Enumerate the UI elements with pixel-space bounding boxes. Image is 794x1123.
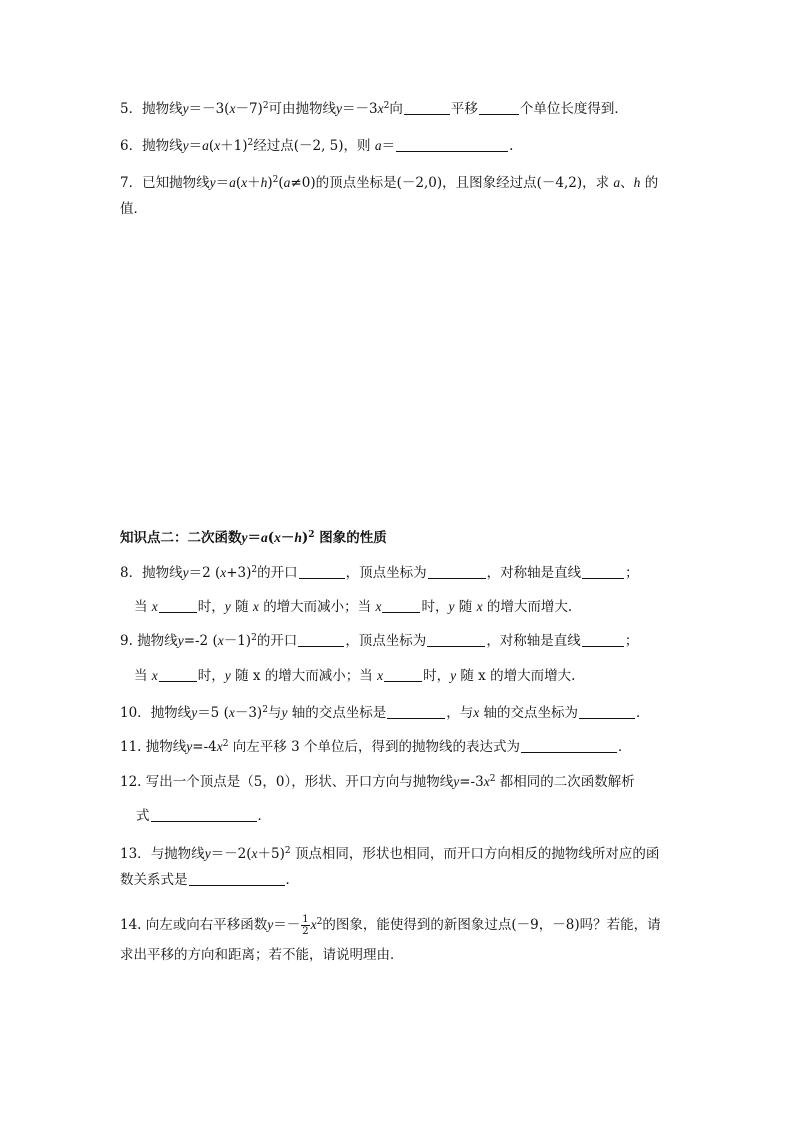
problem-number: 9. — [120, 633, 133, 649]
problem-7: 7．已知抛物线$y=a(x+h)^2(a\ne 0)$的顶点坐标是(－2,0)，且图象经过点(－4,2)，求 a、h 的 — [120, 175, 659, 191]
answer-blank[interactable] — [427, 634, 485, 647]
answer-blank[interactable] — [387, 706, 445, 719]
math-expression: $y=-3x^2$ — [453, 774, 496, 790]
problem-number: 10． — [120, 705, 151, 721]
answer-blank[interactable] — [159, 600, 197, 613]
problem-number: 14. — [120, 917, 142, 933]
problem-7-cont: 值． — [120, 201, 147, 217]
problem-9-cont: 当 x 时，y 随 x 的增大而减小；当 x 时，y 随 x 的增大而增大. — [134, 668, 576, 684]
problem-12: 12. 写出一个顶点是（5，0），形状、开口方向与抛物线$y=-3x^2$ 都相同的二次函数解析 — [120, 774, 635, 790]
problem-9: 9. 抛物线y=-2 $(x-1)^2$的开口 ，顶点坐标为 ，对称轴是直线 ； — [120, 633, 639, 649]
problem-11: 11. 抛物线$y=-4x^2$ 向左平移 3 个单位后，得到的抛物线的表达式为 ． — [120, 739, 632, 755]
problem-8: 8．抛物线y＝2 $(x+3)^2$的开口 ，顶点坐标为 ，对称轴是直线 ； — [120, 565, 639, 581]
math-expression: y＝2 $(x+3)^2$ — [182, 565, 258, 581]
math-expression: y＝－ $\frac{1}{2}$ $x^2$ — [267, 914, 323, 937]
answer-blank[interactable] — [404, 102, 450, 115]
problem-8-cont: 当 x 时，y 随 x 的增大而减小；当 x 时，y 随 x 的增大而增大. — [134, 599, 573, 615]
problem-10: 10．抛物线y＝5 $(x-3)^2$与y 轴的交点坐标是 ，与x 轴的交点坐标为 ． — [120, 705, 650, 721]
math-expression: $y=-4x^2$ — [186, 739, 229, 755]
answer-blank[interactable] — [396, 139, 508, 152]
math-expression: $y=-2(x+5)^2$ — [204, 846, 291, 862]
problem-13-cont: 数关系式是 ． — [120, 872, 299, 888]
answer-blank[interactable] — [382, 600, 420, 613]
problem-number: 6． — [120, 138, 143, 154]
answer-blank[interactable] — [384, 669, 422, 682]
problem-number: 13． — [120, 846, 151, 862]
answer-blank[interactable] — [151, 809, 257, 822]
answer-blank[interactable] — [189, 873, 285, 886]
section-heading: 知识点二：二次函数$y=a(x-h)^2$ 图象的性质 — [120, 530, 387, 546]
math-expression: y＝5 $(x-3)^2$ — [191, 705, 268, 721]
math-expression: y=-2 $(x-1)^2$ — [177, 633, 257, 649]
math-expression: $y=-3x^2$ — [336, 101, 390, 117]
fraction-one-half: $\frac{1}{2}$ — [302, 914, 309, 937]
problem-5: 5．抛物线$y=-3(x-7)^2$可由抛物线$y=-3x^2$向 平移 个单位长度得到． — [120, 101, 628, 117]
answer-blank[interactable] — [159, 669, 197, 682]
problem-13: 13．与抛物线$y=-2(x+5)^2$ 顶点相同，形状也相同，而开口方向相反的抛物线所对应的函 — [120, 846, 660, 862]
answer-blank[interactable] — [521, 740, 617, 753]
math-expression: $y=a(x+h)^2(a\ne 0)$ — [209, 175, 316, 191]
answer-blank[interactable] — [582, 634, 624, 647]
math-expression: $y=-3(x-7)^2$ — [182, 101, 269, 117]
problem-14-cont: 求出平移的方向和距离；若不能，请说明理由． — [120, 947, 404, 963]
problem-number: 11. — [120, 739, 142, 755]
problem-6: 6．抛物线$y=a(x+1)^2$经过点(－2, 5)，则 a＝ . — [120, 138, 514, 154]
answer-blank[interactable] — [479, 102, 519, 115]
problem-number: 5． — [120, 101, 143, 117]
answer-blank[interactable] — [579, 706, 635, 719]
answer-blank[interactable] — [428, 566, 486, 579]
answer-blank[interactable] — [299, 566, 345, 579]
problem-14: 14. 向左或向右平移函数y＝－ $\frac{1}{2}$ $x^2$的图象，能使得到的新图象过点(－9，－8)吗？若能，请 — [120, 914, 661, 937]
problem-12-cont: 式 ． — [136, 808, 271, 824]
answer-blank[interactable] — [582, 566, 624, 579]
problem-number: 7． — [120, 175, 143, 191]
problem-number: 12. — [120, 774, 142, 790]
answer-blank[interactable] — [298, 634, 344, 647]
problem-number: 8． — [120, 565, 143, 581]
math-expression: $y=a(x+1)^2$ — [182, 138, 254, 154]
